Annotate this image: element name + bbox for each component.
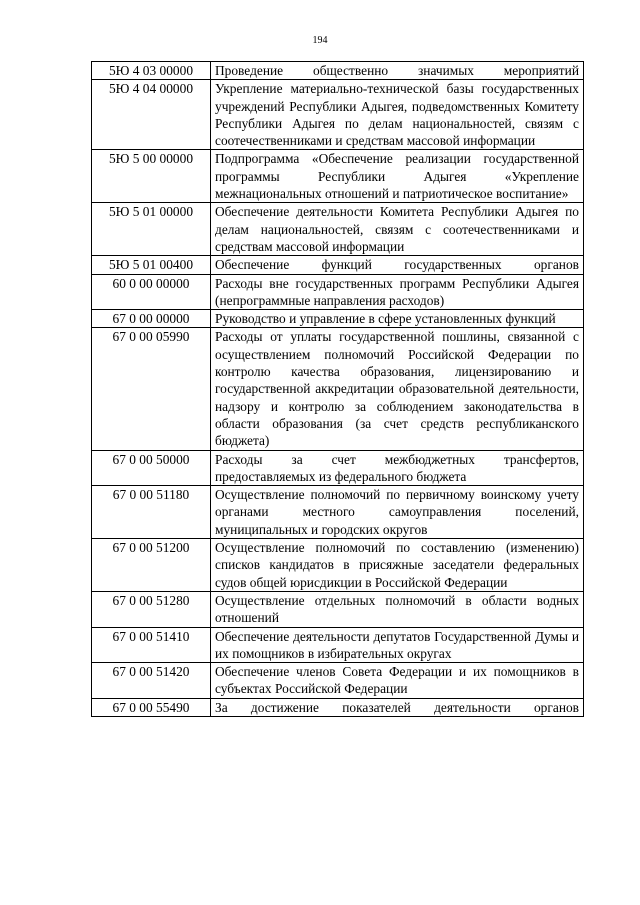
budget-code-cell: 67 0 00 50000 xyxy=(92,450,211,486)
budget-code-cell: 5Ю 4 03 00000 xyxy=(92,62,211,80)
table-row xyxy=(92,698,584,716)
table-row xyxy=(92,591,584,627)
budget-code-cell: 67 0 00 00000 xyxy=(92,310,211,328)
table-row xyxy=(92,328,584,450)
table-row xyxy=(92,450,584,486)
budget-code-cell: 5Ю 5 01 00000 xyxy=(92,203,211,256)
budget-code-cell: 67 0 00 05990 xyxy=(92,328,211,450)
budget-code-cell: 67 0 00 51410 xyxy=(92,627,211,663)
description-cell: Обеспечение функций государственных органов xyxy=(211,256,584,274)
budget-code-cell: 67 0 00 51280 xyxy=(92,591,211,627)
budget-code-cell: 5Ю 5 01 00400 xyxy=(92,256,211,274)
description-cell: Руководство и управление в сфере установленных функций xyxy=(211,310,584,328)
description-cell: За достижение показателей деятельности органов xyxy=(211,698,584,716)
table-row xyxy=(92,486,584,539)
description-cell: Осуществление отдельных полномочий в области водных отношений xyxy=(211,591,584,627)
budget-code-cell: 67 0 00 51180 xyxy=(92,486,211,539)
table-row xyxy=(92,80,584,150)
table-row xyxy=(92,539,584,592)
description-cell: Осуществление полномочий по первичному воинскому учету органами местного самоуправления поселений, муниципальных и городских округов xyxy=(211,486,584,539)
description-cell: Расходы от уплаты государственной пошлины, связанной с осуществлением полномочий Российской Федерации по контролю качества образования, лицензированию и государственной аккредитации образовательной деятельности, надзору и контролю за соблюдением законодательства в области образования (за счет средств республиканского бюджета) xyxy=(211,328,584,450)
table-row xyxy=(92,627,584,663)
budget-code-cell: 5Ю 4 04 00000 xyxy=(92,80,211,150)
description-cell: Обеспечение деятельности Комитета Республики Адыгея по делам национальностей, связям с соотечественниками и средствам массовой информации xyxy=(211,203,584,256)
description-cell: Проведение общественно значимых мероприятий xyxy=(211,62,584,80)
description-cell: Расходы за счет межбюджетных трансфертов, предоставляемых из федерального бюджета xyxy=(211,450,584,486)
budget-classification-table xyxy=(91,61,584,717)
page-number: 194 xyxy=(312,35,328,46)
budget-code-cell: 60 0 00 00000 xyxy=(92,274,211,310)
description-cell: Обеспечение членов Совета Федерации и их помощников в субъектах Российской Федерации xyxy=(211,663,584,699)
description-cell: Подпрограмма «Обеспечение реализации государственной программы Республики Адыгея «Укрепление межнациональных отношений и патриотическое воспитание» xyxy=(211,150,584,203)
budget-code-cell: 67 0 00 51420 xyxy=(92,663,211,699)
table-row xyxy=(92,310,584,328)
description-cell: Обеспечение деятельности депутатов Государственной Думы и их помощников в избирательных округах xyxy=(211,627,584,663)
description-cell: Укрепление материально-технической базы государственных учреждений Республики Адыгея, подведомственных Комитету Республики Адыгея по делам национальностей, связям с соотечественниками и средствам массовой информации xyxy=(211,80,584,150)
description-cell: Расходы вне государственных программ Республики Адыгея (непрограммные направления расходов) xyxy=(211,274,584,310)
table-row xyxy=(92,150,584,203)
table-row xyxy=(92,62,584,80)
description-cell: Осуществление полномочий по составлению (изменению) списков кандидатов в присяжные заседатели федеральных судов общей юрисдикции в Российской Федерации xyxy=(211,539,584,592)
table-row xyxy=(92,203,584,256)
table-row xyxy=(92,274,584,310)
table-row xyxy=(92,256,584,274)
table-row xyxy=(92,663,584,699)
budget-code-cell: 67 0 00 51200 xyxy=(92,539,211,592)
budget-code-cell: 5Ю 5 00 00000 xyxy=(92,150,211,203)
budget-code-cell: 67 0 00 55490 xyxy=(92,698,211,716)
